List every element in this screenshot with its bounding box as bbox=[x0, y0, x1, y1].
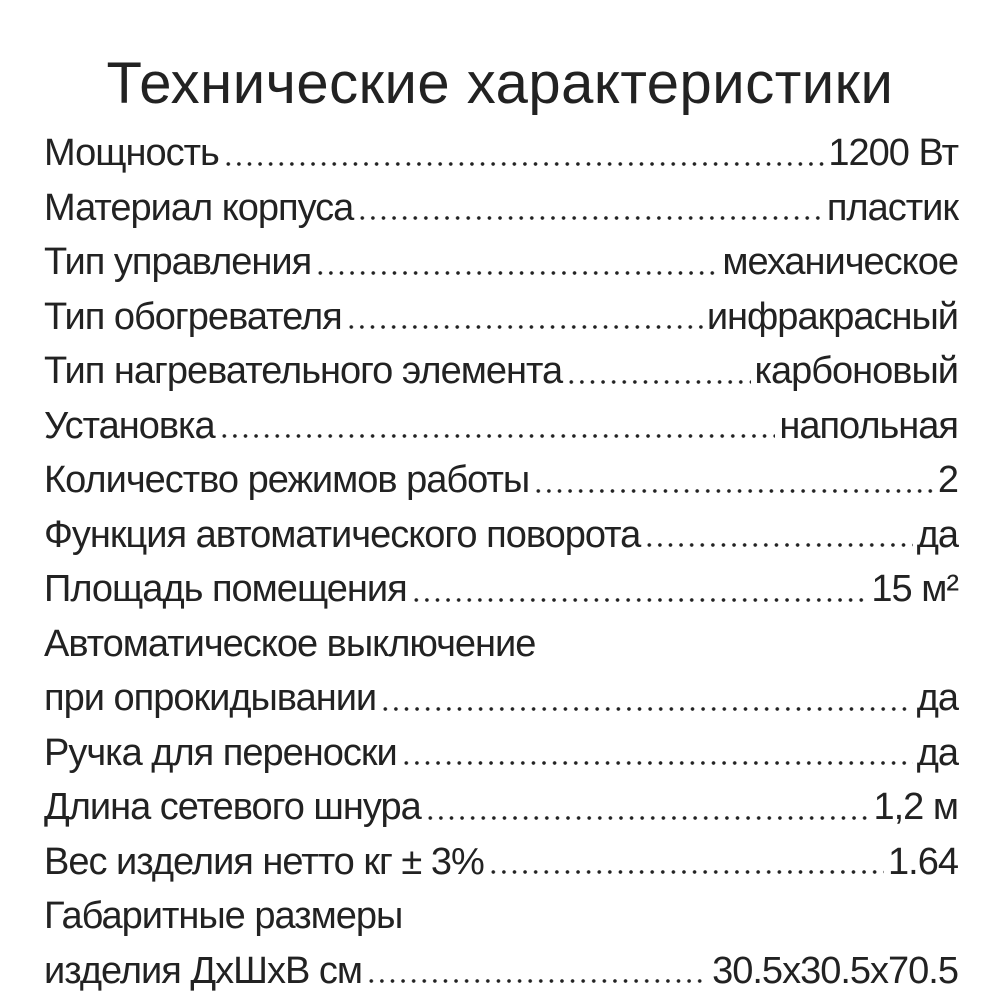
spec-label: Тип управления bbox=[44, 241, 312, 284]
spec-label: при опрокидывании bbox=[44, 677, 377, 720]
spec-label: Автоматическое выключение bbox=[44, 622, 536, 665]
leader-dots bbox=[380, 706, 913, 712]
leader-dots bbox=[411, 597, 868, 603]
spec-label: Функция автоматического поворота bbox=[44, 513, 641, 556]
spec-label: Мощность bbox=[44, 132, 219, 175]
leader-dots bbox=[366, 978, 708, 984]
spec-value: 30.5x30.5x70.5 bbox=[712, 949, 958, 992]
spec-value: инфракрасный bbox=[706, 295, 958, 338]
spec-value: 1,2 м bbox=[873, 786, 958, 829]
leader-dots bbox=[401, 760, 913, 766]
spec-row-installation bbox=[44, 399, 958, 454]
spec-row-dimensions bbox=[44, 944, 958, 999]
spec-label: Тип обогревателя bbox=[44, 295, 342, 338]
spec-value: да bbox=[916, 677, 958, 720]
spec-row-cord-length bbox=[44, 780, 958, 835]
spec-row-net-weight bbox=[44, 835, 958, 890]
spec-row-power bbox=[44, 126, 958, 181]
spec-row-auto-rotation bbox=[44, 508, 958, 563]
spec-label: Длина сетевого шнура bbox=[44, 786, 421, 829]
leader-dots bbox=[219, 433, 776, 439]
spec-label: Площадь помещения bbox=[44, 568, 407, 611]
spec-label: Габаритные размеры bbox=[44, 895, 403, 938]
spec-label: изделия ДхШхВ см bbox=[44, 949, 362, 992]
spec-value: пластик bbox=[826, 186, 958, 229]
spec-value: напольная bbox=[779, 404, 958, 447]
spec-value: 2 bbox=[937, 459, 958, 502]
spec-row-carry-handle bbox=[44, 726, 958, 781]
spec-row-tip-over-shutoff bbox=[44, 671, 958, 726]
spec-value: да bbox=[916, 731, 958, 774]
spec-row-modes-count bbox=[44, 453, 958, 508]
spec-label: Материал корпуса bbox=[44, 186, 354, 229]
spec-value: 1.64 bbox=[888, 840, 958, 883]
spec-label: Установка bbox=[44, 404, 215, 447]
spec-row-tip-over-shutoff-heading bbox=[44, 617, 958, 672]
leader-dots bbox=[223, 161, 825, 167]
spec-row-heater-type bbox=[44, 290, 958, 345]
spec-label: Тип нагревательного элемента bbox=[44, 350, 563, 393]
leader-dots bbox=[357, 215, 823, 221]
spec-row-heating-element bbox=[44, 344, 958, 399]
spec-label: Вес изделия нетто кг ± 3% bbox=[44, 840, 484, 883]
spec-value: 1200 Вт bbox=[828, 132, 958, 175]
leader-dots bbox=[533, 488, 934, 494]
leader-dots bbox=[644, 542, 912, 548]
spec-label: Количество режимов работы bbox=[44, 459, 530, 502]
spec-value: механическое bbox=[722, 241, 958, 284]
spec-row-control-type bbox=[44, 235, 958, 290]
leader-dots bbox=[315, 270, 718, 276]
spec-value: 15 м² bbox=[871, 568, 958, 611]
leader-dots bbox=[566, 379, 750, 385]
leader-dots bbox=[425, 815, 870, 821]
spec-value: карбоновый bbox=[754, 350, 958, 393]
spec-label: Ручка для переноски bbox=[44, 731, 397, 774]
leader-dots bbox=[346, 324, 703, 330]
spec-value: да bbox=[916, 513, 958, 556]
leader-dots bbox=[488, 869, 884, 875]
spec-row-housing-material bbox=[44, 181, 958, 236]
spec-row-room-area bbox=[44, 562, 958, 617]
specs-list bbox=[44, 126, 958, 998]
spec-row-dimensions-heading bbox=[44, 889, 958, 944]
page-title: Технические характеристики bbox=[106, 51, 894, 116]
